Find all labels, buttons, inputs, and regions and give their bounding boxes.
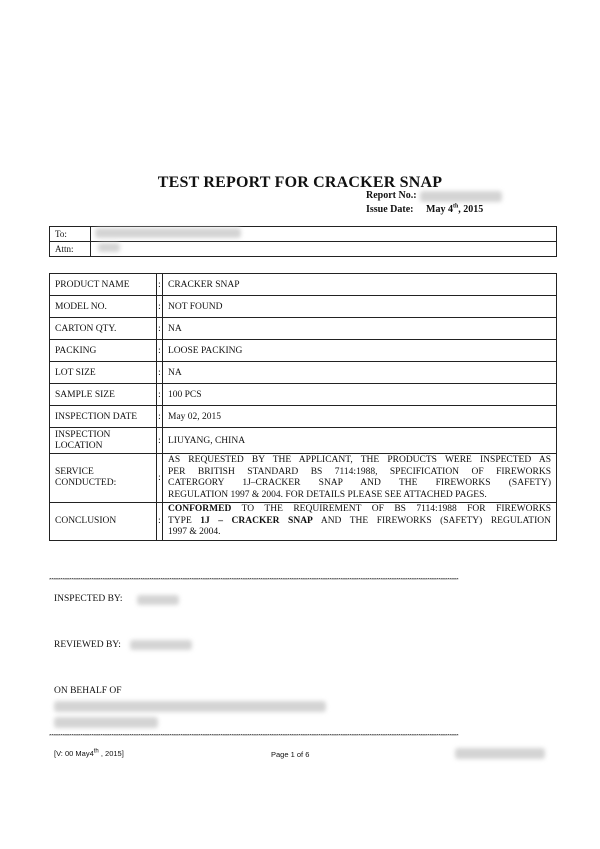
table-row bbox=[50, 384, 557, 406]
footer-version bbox=[54, 749, 124, 758]
row-value: NA bbox=[163, 318, 557, 340]
row-separator: : bbox=[157, 318, 163, 340]
issue-date-value bbox=[426, 204, 483, 215]
table-row bbox=[50, 406, 557, 428]
row-separator: : bbox=[157, 384, 163, 406]
row-value: LIUYANG, CHINA bbox=[163, 428, 557, 454]
reviewed-by-label: REVIEWED BY: bbox=[54, 640, 121, 650]
row-separator: : bbox=[157, 428, 163, 454]
table-row bbox=[50, 296, 557, 318]
conclusion-conformed: CONFORMED bbox=[168, 504, 232, 514]
footer-version-suffix: , 2015] bbox=[98, 749, 124, 758]
service-line: PER BRITISH STANDARD BS 7114:1988, SPECIFICATION OF FIREWORKS bbox=[168, 466, 551, 477]
conclusion-label: CONCLUSION bbox=[50, 503, 157, 541]
report-title: TEST REPORT FOR CRACKER SNAP bbox=[157, 174, 443, 191]
table-row bbox=[50, 318, 557, 340]
row-separator: : bbox=[157, 454, 163, 503]
conclusion-value bbox=[163, 503, 557, 541]
conclusion-text: AND THE FIREWORKS (SAFETY) REGULATION bbox=[312, 515, 551, 526]
row-value: LOOSE PACKING bbox=[163, 340, 557, 362]
table-row bbox=[50, 274, 557, 296]
table-row bbox=[50, 340, 557, 362]
table-row bbox=[50, 428, 557, 454]
redacted-inspector bbox=[137, 595, 179, 605]
row-separator: : bbox=[157, 296, 163, 318]
issue-date-month: May 4 bbox=[426, 204, 453, 215]
row-label: MODEL NO. bbox=[50, 296, 157, 318]
attn-label: Attn: bbox=[50, 242, 91, 257]
conclusion-line bbox=[168, 504, 551, 516]
attn-row bbox=[50, 242, 557, 257]
row-value: May 02, 2015 bbox=[163, 406, 557, 428]
row-label: INSPECTION DATE bbox=[50, 406, 157, 428]
conclusion-text: TO THE REQUIREMENT OF BS 7114:1988 FOR FIREWORKS bbox=[231, 504, 551, 514]
on-behalf-of-label: ON BEHALF OF bbox=[54, 686, 122, 696]
row-separator: : bbox=[157, 340, 163, 362]
row-label: LOT SIZE bbox=[50, 362, 157, 384]
redacted-company-line2 bbox=[54, 717, 158, 728]
row-label: INSPECTION LOCATION bbox=[50, 428, 157, 454]
details-table bbox=[49, 273, 557, 541]
row-value: NOT FOUND bbox=[163, 296, 557, 318]
row-separator: : bbox=[157, 406, 163, 428]
star-divider: **************************************************************************************************************************************************************************************** bbox=[49, 734, 459, 740]
row-label: PACKING bbox=[50, 340, 157, 362]
footer-page-number: Page 1 of 6 bbox=[271, 750, 310, 759]
issue-date-sup: th bbox=[452, 203, 459, 210]
row-label: SAMPLE SIZE bbox=[50, 384, 157, 406]
conclusion-product-type: 1J – CRACKER SNAP bbox=[200, 515, 313, 526]
row-separator: : bbox=[157, 503, 163, 541]
row-label: CARTON QTY. bbox=[50, 318, 157, 340]
redacted-company-name bbox=[54, 701, 326, 712]
issue-date-year: , 2015 bbox=[458, 204, 484, 215]
redacted-recipient bbox=[95, 228, 241, 238]
row-value: NA bbox=[163, 362, 557, 384]
conclusion-text: TYPE bbox=[168, 515, 201, 526]
issue-date-label: Issue Date: bbox=[366, 204, 414, 215]
to-label: To: bbox=[50, 227, 91, 242]
table-row-conclusion bbox=[50, 503, 557, 541]
redacted-attention bbox=[98, 243, 120, 252]
redacted-report-number bbox=[420, 191, 502, 202]
row-separator: : bbox=[157, 362, 163, 384]
redacted-footer-reference bbox=[455, 748, 545, 759]
table-row-service bbox=[50, 454, 557, 503]
row-value: 100 PCS bbox=[163, 384, 557, 406]
service-label: SERVICE CONDUCTED: bbox=[50, 454, 157, 503]
attn-value bbox=[91, 242, 557, 257]
row-value: CRACKER SNAP bbox=[163, 274, 557, 296]
redacted-reviewer bbox=[130, 640, 192, 650]
issue-date bbox=[366, 204, 483, 215]
service-line: AS REQUESTED BY THE APPLICANT, THE PRODUCTS WERE INSPECTED AS bbox=[168, 455, 551, 465]
report-no bbox=[366, 190, 417, 201]
service-value bbox=[163, 454, 557, 503]
star-divider: **************************************************************************************************************************************************************************************** bbox=[49, 578, 459, 584]
footer-version-sup: th bbox=[93, 748, 99, 755]
conclusion-line bbox=[168, 516, 551, 528]
service-line: REGULATION 1997 & 2004. FOR DETAILS PLEASE SEE ATTACHED PAGES. bbox=[168, 489, 487, 500]
footer-version-prefix: [V: 00 May4 bbox=[54, 749, 94, 758]
conclusion-line: 1997 & 2004. bbox=[168, 527, 221, 537]
report-no-label: Report No.: bbox=[366, 190, 417, 201]
service-line: CATERGORY 1J–CRACKER SNAP AND THE FIREWORKS (SAFETY) bbox=[168, 478, 551, 488]
inspected-by-label: INSPECTED BY: bbox=[54, 594, 123, 604]
row-separator: : bbox=[157, 274, 163, 296]
table-row bbox=[50, 362, 557, 384]
row-label: PRODUCT NAME bbox=[50, 274, 157, 296]
